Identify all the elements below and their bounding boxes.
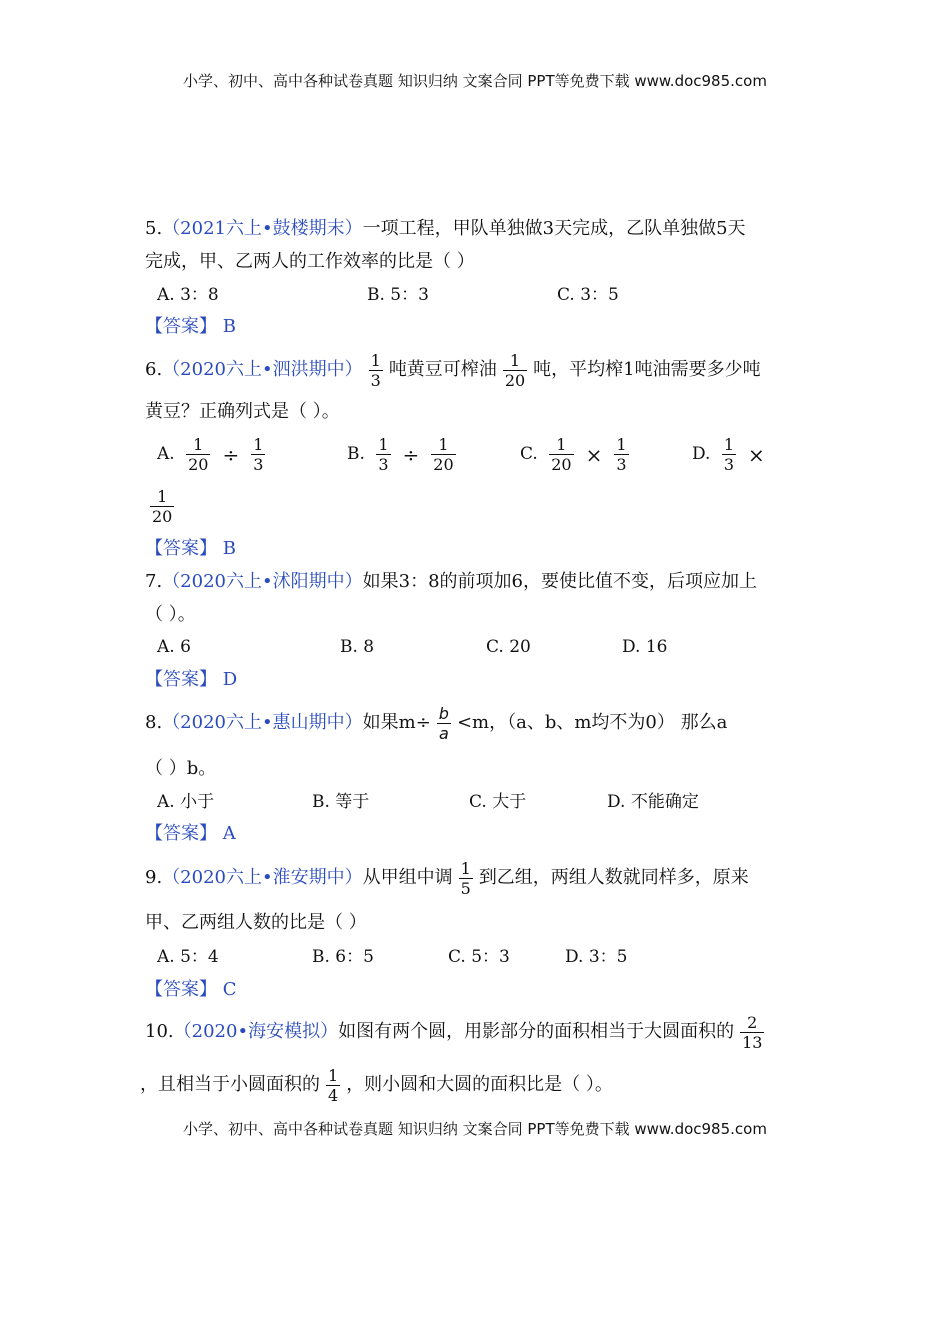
- q8-fraction: $\frac{b}{a}$: [438, 703, 449, 743]
- q7-option-d: D. 16: [622, 637, 668, 657]
- q6-number: 6.: [145, 359, 163, 380]
- question-8-line-1: [145, 703, 727, 743]
- q6-fraction-1: $\frac{1}{3}$: [370, 350, 381, 390]
- q6-option-b: B. $\frac{1}{3}$ ÷ $\frac{1}{20}$: [347, 435, 454, 474]
- q8-source: （2020六上•惠山期中）: [162, 712, 363, 733]
- q6-option-d: D. $\frac{1}{3}$ ×: [692, 435, 765, 474]
- q5-option-b: B. 5：3: [367, 285, 429, 305]
- q8-option-c: C. 大于: [469, 792, 527, 812]
- q7-option-b: B. 8: [340, 637, 375, 657]
- q8-option-b: B. 等于: [312, 792, 370, 812]
- q9-text-1: 从甲组中调: [362, 867, 453, 888]
- q9-text-2: 到乙组，两组人数就同样多，原来: [478, 867, 749, 888]
- q9-text-3: 甲、乙两组人数的比是（ ）: [145, 912, 367, 933]
- q5-text-1: 一项工程，甲队单独做3天完成，乙队单独做5天: [362, 218, 746, 239]
- question-7-line-1: [145, 570, 757, 594]
- q6-answer-value: B: [222, 538, 236, 559]
- q6-text-3: 黄豆？正确列式是（ ）。: [145, 401, 340, 422]
- page-header: 小学、初中、高中各种试卷真题 知识归纳 文案合同 PPT等免费下载 www.doc985.com: [183, 72, 767, 90]
- q5-text-2: 完成，甲、乙两人的工作效率的比是（ ）: [145, 251, 475, 272]
- q7-source: （2020六上•沭阳期中）: [162, 571, 363, 592]
- question-6-line-1: [145, 350, 761, 390]
- q5-answer-value: B: [222, 316, 236, 337]
- q10-text-3: ，则小圆和大圆的面积比是（ ）。: [346, 1074, 613, 1095]
- q6-option-d-wrap: $\frac{1}{20}$: [152, 487, 173, 526]
- q5-source: （2021六上•鼓楼期末）: [162, 218, 363, 239]
- q6-answer: 【答案】 B: [145, 538, 236, 559]
- q7-text-1: 如果3：8的前项加6，要使比值不变，后项应加上: [362, 571, 757, 592]
- q7-option-a: A. 6: [157, 637, 191, 657]
- q7-text-2: （ ）。: [145, 604, 196, 625]
- q7-option-c: C. 20: [486, 637, 531, 657]
- q8-answer-value: A: [222, 823, 236, 844]
- question-10-line-2: [140, 1065, 613, 1105]
- q9-fraction: $\frac{1}{5}$: [460, 858, 471, 898]
- page-footer: 小学、初中、高中各种试卷真题 知识归纳 文案合同 PPT等免费下载 www.doc985.com: [183, 1120, 767, 1138]
- q7-answer: 【答案】 D: [145, 669, 238, 690]
- question-5-line-1: [145, 217, 746, 241]
- q8-option-d: D. 不能确定: [607, 792, 699, 812]
- q6-text-2: 吨，平均榨1吨油需要多少吨: [533, 359, 761, 380]
- q8-answer: 【答案】 A: [145, 823, 236, 844]
- q8-text-2: <m，（a、b、m均不为0） 那么a: [456, 712, 728, 733]
- q8-option-a: A. 小于: [157, 792, 215, 812]
- q10-text-2: ，且相当于小圆面积的: [140, 1074, 320, 1095]
- q5-option-c: C. 3：5: [557, 285, 619, 305]
- q6-fraction-2: $\frac{1}{20}$: [504, 350, 526, 390]
- q5-option-a: A. 3：8: [157, 285, 219, 305]
- q10-fraction-1: $\frac{2}{13}$: [742, 1012, 763, 1052]
- q5-answer: [145, 315, 236, 339]
- q9-answer-value: C: [222, 979, 237, 1000]
- q10-source: （2020•海安模拟）: [173, 1021, 339, 1042]
- q9-answer: 【答案】 C: [145, 979, 237, 1000]
- q8-text-1: 如果m÷: [362, 712, 431, 733]
- q10-text-1: 如图有两个圆，用影部分的面积相当于大圆面积的: [338, 1021, 735, 1042]
- q6-source: （2020六上•泗洪期中）: [162, 359, 363, 380]
- question-10-line-1: [145, 1012, 770, 1052]
- q9-number: 9.: [145, 867, 163, 888]
- q8-number: 8.: [145, 712, 163, 733]
- q7-answer-value: D: [222, 669, 238, 690]
- q6-option-c: C. $\frac{1}{20}$ × $\frac{1}{3}$: [520, 435, 627, 474]
- q9-source: （2020六上•淮安期中）: [162, 867, 363, 888]
- q9-option-a: A. 5：4: [157, 947, 219, 967]
- q9-option-d: D. 3：5: [565, 947, 628, 967]
- q9-option-b: B. 6：5: [312, 947, 374, 967]
- q8-text-3: （ ）b。: [145, 758, 217, 779]
- q9-option-c: C. 5：3: [448, 947, 510, 967]
- question-9-line-1: [145, 858, 749, 898]
- q7-number: 7.: [145, 571, 163, 592]
- answer-label: 【答案】: [145, 316, 217, 337]
- q5-number: 5.: [145, 218, 163, 239]
- q10-fraction-2: $\frac{1}{4}$: [328, 1065, 339, 1105]
- q6-text-1: 吨黄豆可榨油: [388, 359, 497, 380]
- q10-number: 10.: [145, 1021, 174, 1042]
- q6-option-a: A. $\frac{1}{20}$ ÷ $\frac{1}{3}$: [157, 435, 264, 474]
